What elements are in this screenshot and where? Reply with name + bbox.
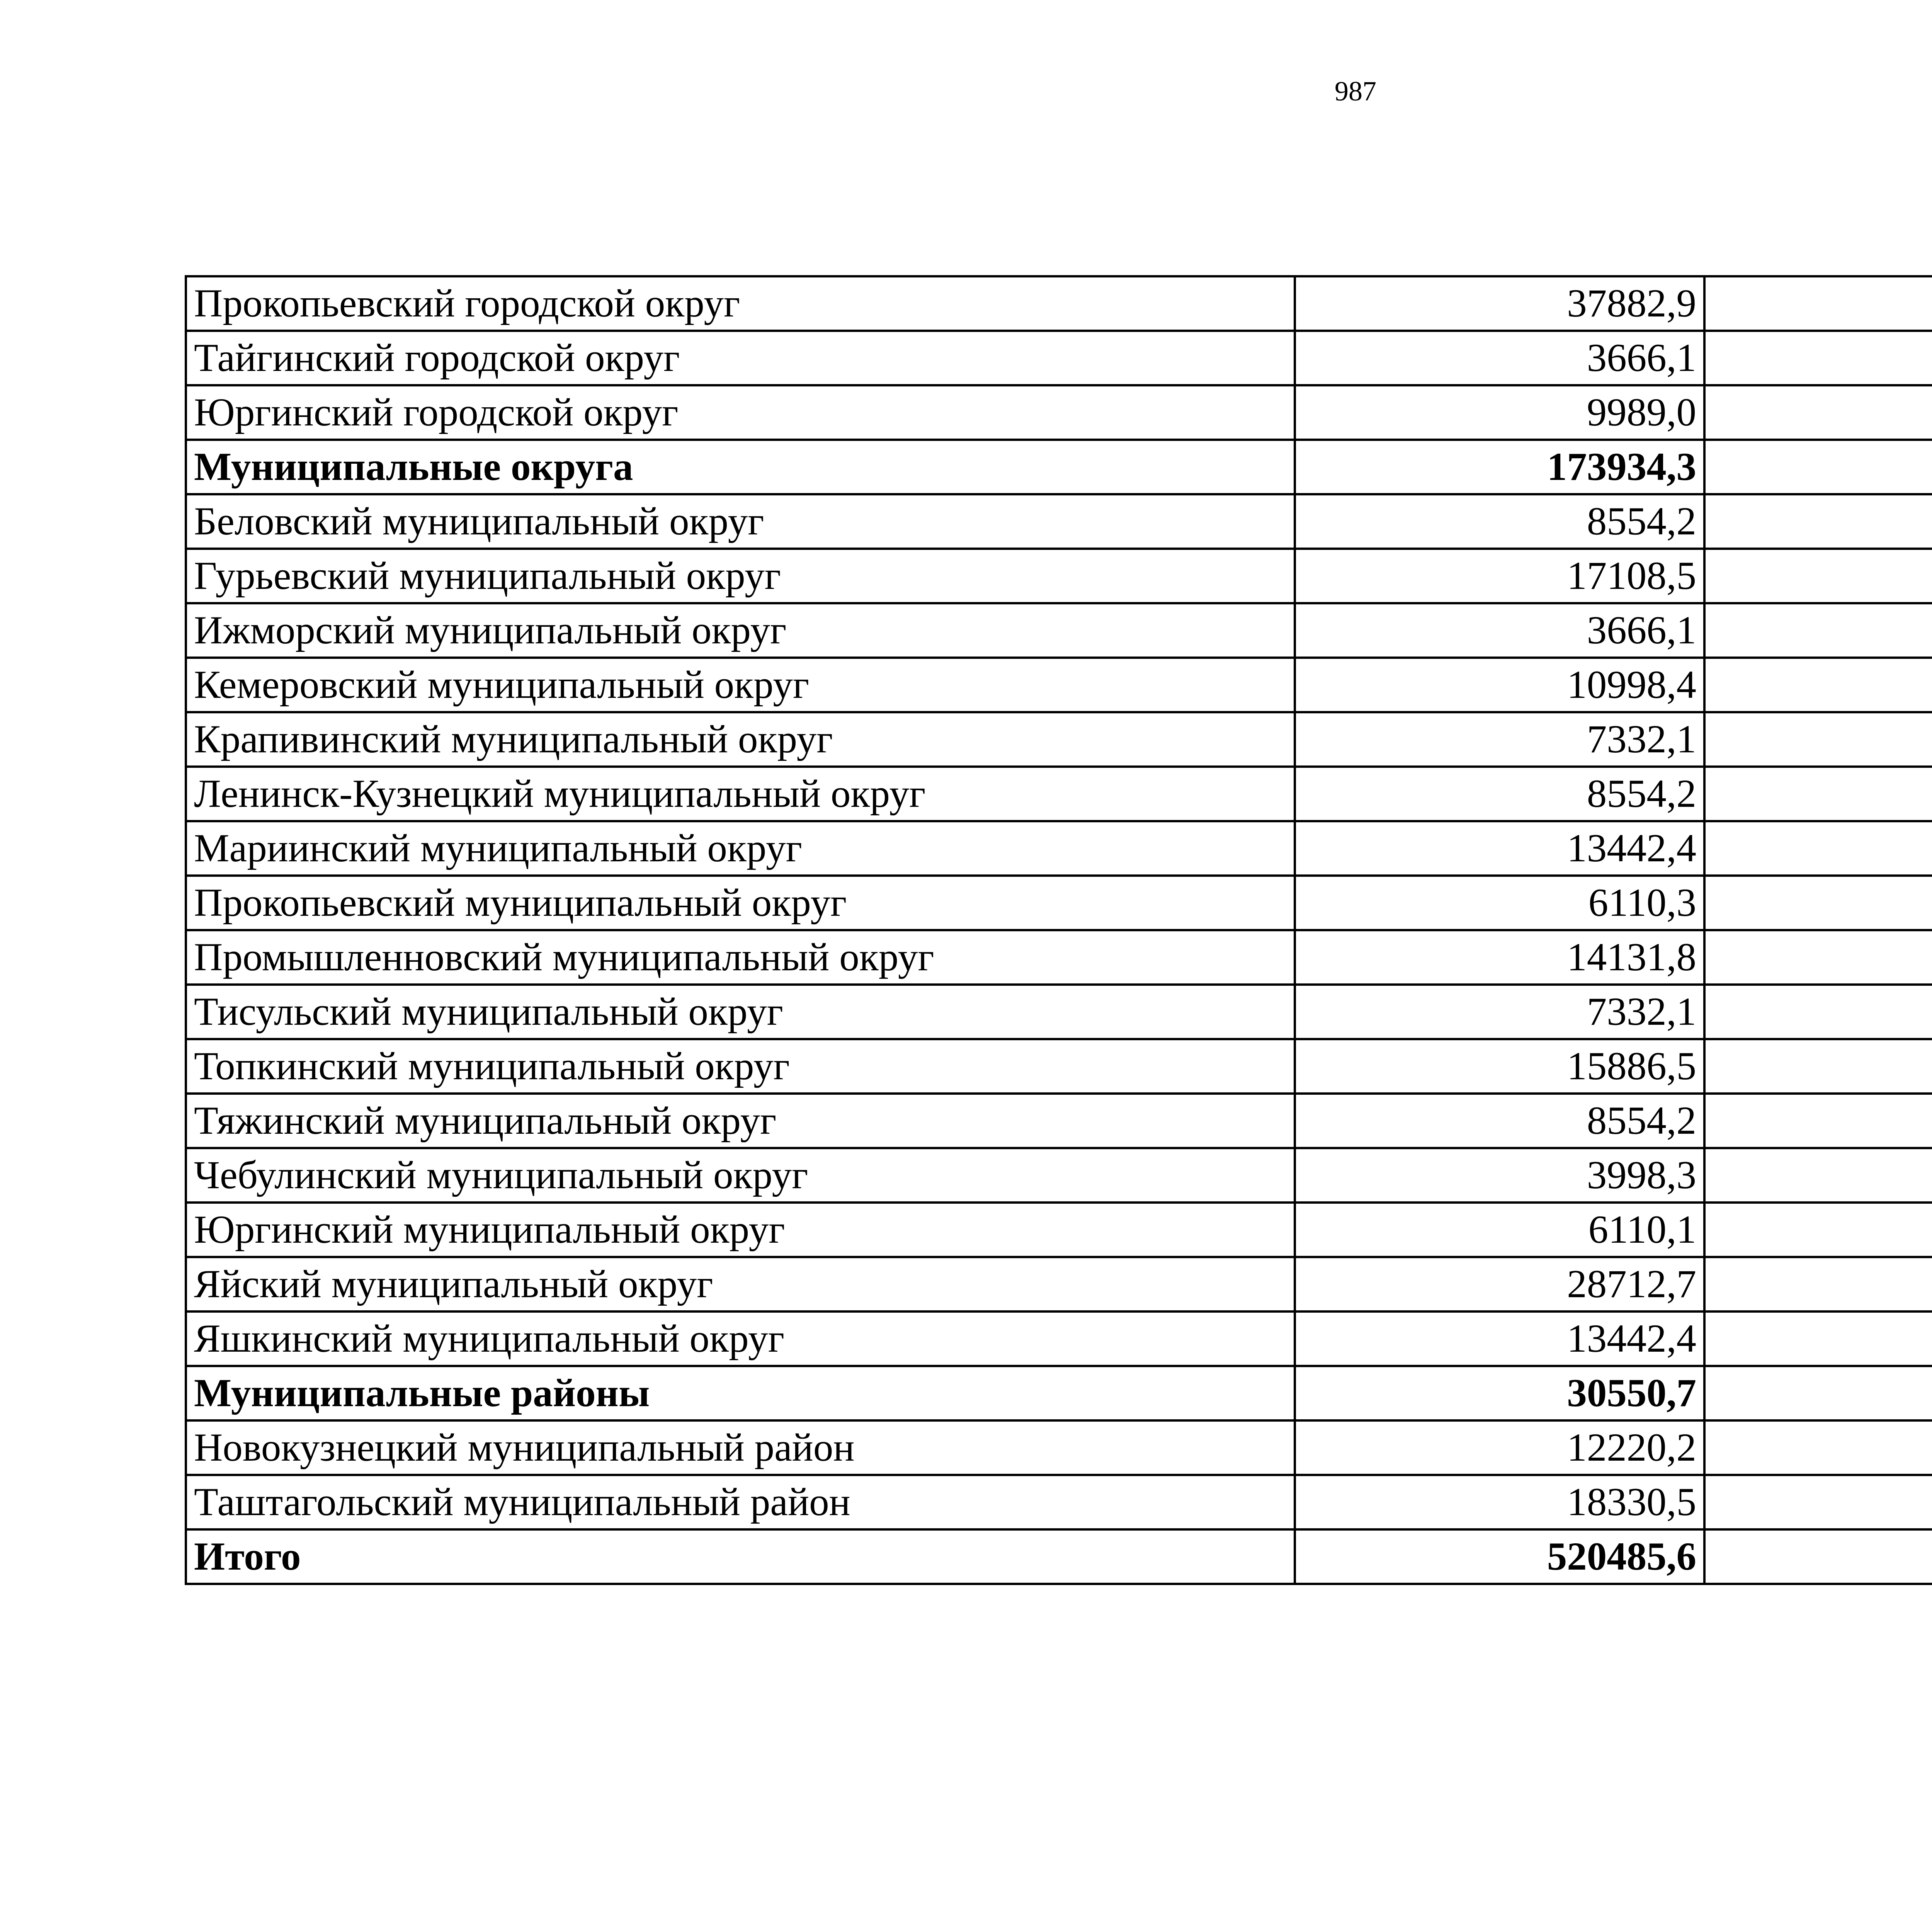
row-value-1-cell: 15886,5 [1295, 1039, 1704, 1094]
row-value-1-cell: 3666,1 [1295, 603, 1704, 658]
row-value-2-cell [1704, 331, 1932, 385]
row-name-cell: Промышленновский муниципальный округ [186, 930, 1295, 985]
row-value-2-cell [1704, 658, 1932, 712]
row-value-2-cell [1704, 1311, 1932, 1366]
row-name-cell: Ленинск-Кузнецкий муниципальный округ [186, 767, 1295, 821]
row-value-1-cell: 8554,2 [1295, 494, 1704, 549]
row-value-1-cell: 10998,4 [1295, 658, 1704, 712]
row-value-1-cell: 3998,3 [1295, 1148, 1704, 1203]
table-row [186, 276, 1932, 331]
row-value-1-cell: 30550,7 [1295, 1366, 1704, 1420]
row-name-cell: Яйский муниципальный округ [186, 1257, 1295, 1311]
row-name-cell: Крапивинский муниципальный округ [186, 712, 1295, 767]
table-row-subtotal [186, 1366, 1932, 1420]
row-value-2-cell [1704, 767, 1932, 821]
row-value-2-cell [1704, 385, 1932, 440]
table-row [186, 767, 1932, 821]
row-value-1-cell: 17108,5 [1295, 549, 1704, 603]
row-value-2-cell [1704, 549, 1932, 603]
row-name-cell: Чебулинский муниципальный округ [186, 1148, 1295, 1203]
table-row [186, 1039, 1932, 1094]
table-row [186, 658, 1932, 712]
table-row [186, 876, 1932, 930]
row-value-2-cell [1704, 1529, 1932, 1584]
row-name-cell: Новокузнецкий муниципальный район [186, 1420, 1295, 1475]
row-value-2-cell [1704, 440, 1932, 494]
row-value-1-cell: 13442,4 [1295, 821, 1704, 876]
row-value-2-cell [1704, 494, 1932, 549]
table-row [186, 930, 1932, 985]
row-name-cell: Кемеровский муниципальный округ [186, 658, 1295, 712]
row-value-2-cell [1704, 930, 1932, 985]
row-value-2-cell [1704, 603, 1932, 658]
row-value-2-cell [1704, 1094, 1932, 1148]
row-name-cell: Юргинский муниципальный округ [186, 1203, 1295, 1257]
table-row [186, 331, 1932, 385]
row-value-1-cell: 14131,8 [1295, 930, 1704, 985]
row-name-cell: Топкинский муниципальный округ [186, 1039, 1295, 1094]
table-row [186, 1475, 1932, 1529]
row-value-1-cell: 12220,2 [1295, 1420, 1704, 1475]
row-name-cell: Муниципальные районы [186, 1366, 1295, 1420]
table-row-subtotal [186, 440, 1932, 494]
row-name-cell: Тайгинский городской округ [186, 331, 1295, 385]
table-row [186, 1420, 1932, 1475]
table-row [186, 1094, 1932, 1148]
row-value-1-cell: 18330,5 [1295, 1475, 1704, 1529]
row-value-1-cell: 8554,2 [1295, 1094, 1704, 1148]
row-name-cell: Муниципальные округа [186, 440, 1295, 494]
row-name-cell: Беловский муниципальный округ [186, 494, 1295, 549]
row-value-1-cell: 7332,1 [1295, 712, 1704, 767]
table-row-subtotal [186, 1529, 1932, 1584]
row-name-cell: Юргинский городской округ [186, 385, 1295, 440]
row-name-cell: Тисульский муниципальный округ [186, 985, 1295, 1039]
row-value-1-cell: 3666,1 [1295, 331, 1704, 385]
row-value-2-cell [1704, 1148, 1932, 1203]
row-value-2-cell [1704, 876, 1932, 930]
row-name-cell: Тяжинский муниципальный округ [186, 1094, 1295, 1148]
row-value-2-cell [1704, 1257, 1932, 1311]
row-value-1-cell: 7332,1 [1295, 985, 1704, 1039]
row-value-2-cell [1704, 985, 1932, 1039]
row-value-2-cell [1704, 712, 1932, 767]
table-row [186, 712, 1932, 767]
table-row [186, 603, 1932, 658]
row-name-cell: Таштагольский муниципальный район [186, 1475, 1295, 1529]
table-row [186, 1148, 1932, 1203]
row-name-cell: Яшкинский муниципальный округ [186, 1311, 1295, 1366]
row-value-2-cell [1704, 821, 1932, 876]
row-value-2-cell [1704, 1039, 1932, 1094]
page-number: 987 [1335, 76, 1376, 107]
row-name-cell: Мариинский муниципальный округ [186, 821, 1295, 876]
row-name-cell: Ижморский муниципальный округ [186, 603, 1295, 658]
table-row [186, 1257, 1932, 1311]
table-body [186, 276, 1932, 1584]
row-name-cell: Гурьевский муниципальный округ [186, 549, 1295, 603]
row-value-1-cell: 173934,3 [1295, 440, 1704, 494]
table-row [186, 1203, 1932, 1257]
table-row [186, 549, 1932, 603]
row-name-cell: Итого [186, 1529, 1295, 1584]
row-value-1-cell: 6110,1 [1295, 1203, 1704, 1257]
row-value-2-cell [1704, 1366, 1932, 1420]
row-value-1-cell: 8554,2 [1295, 767, 1704, 821]
row-value-1-cell: 28712,7 [1295, 1257, 1704, 1311]
table-row [186, 821, 1932, 876]
row-name-cell: Прокопьевский городской округ [186, 276, 1295, 331]
row-value-2-cell [1704, 1420, 1932, 1475]
row-value-1-cell: 13442,4 [1295, 1311, 1704, 1366]
row-value-1-cell: 37882,9 [1295, 276, 1704, 331]
row-value-1-cell: 6110,3 [1295, 876, 1704, 930]
table-row [186, 985, 1932, 1039]
data-table [185, 275, 1932, 1585]
row-value-1-cell: 9989,0 [1295, 385, 1704, 440]
row-value-2-cell [1704, 276, 1932, 331]
row-name-cell: Прокопьевский муниципальный округ [186, 876, 1295, 930]
table-row [186, 494, 1932, 549]
table-row [186, 385, 1932, 440]
table-row [186, 1311, 1932, 1366]
row-value-1-cell: 520485,6 [1295, 1529, 1704, 1584]
row-value-2-cell [1704, 1203, 1932, 1257]
row-value-2-cell [1704, 1475, 1932, 1529]
